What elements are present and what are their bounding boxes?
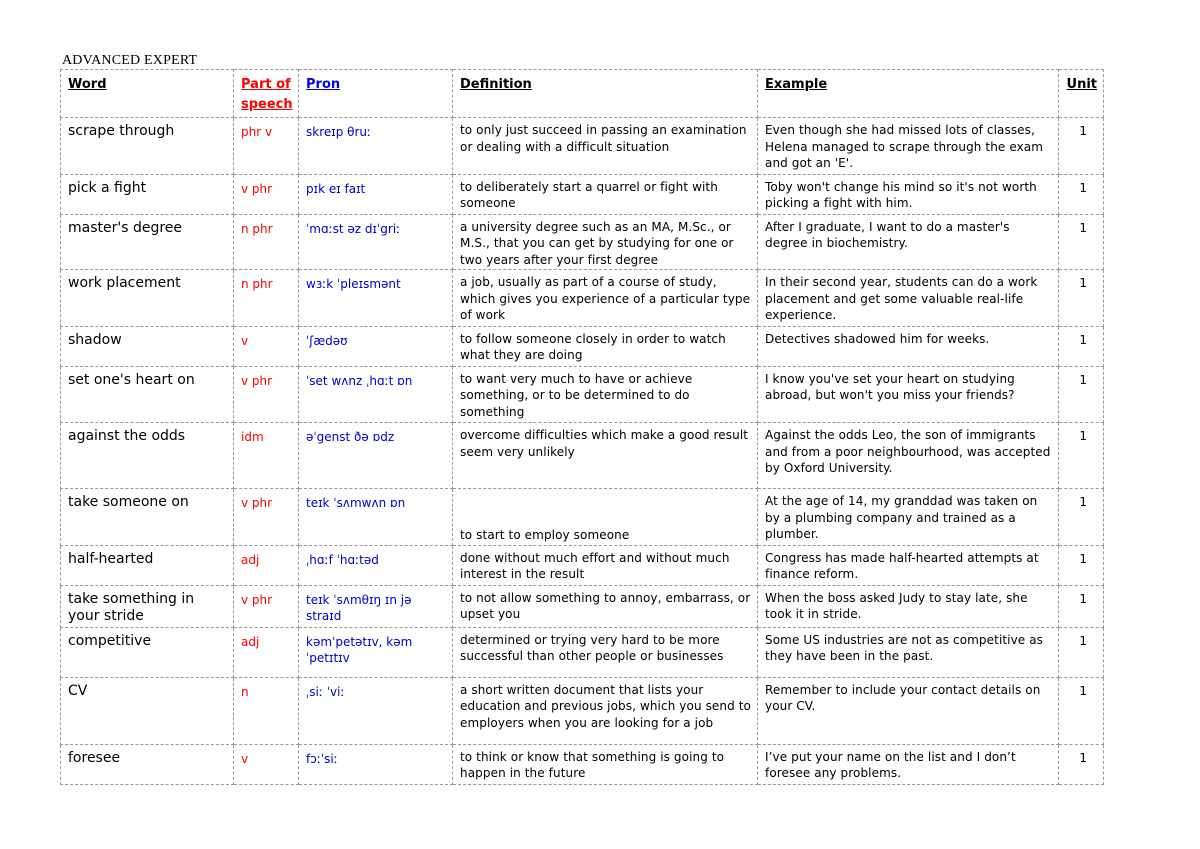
- cell-pron: ˈmɑːst əz dɪˈgriː: [299, 214, 453, 270]
- cell-example: I’ve put your name on the list and I don’t foresee any problems.: [758, 744, 1059, 784]
- cell-pron: wɜːk ˈpleɪsmənt: [299, 270, 453, 327]
- cell-definition: to want very much to have or achieve something, or to be determined to do something: [453, 366, 758, 423]
- cell-word: half-hearted: [61, 545, 234, 585]
- cell-pron: əˈgenst ðə ɒdz: [299, 423, 453, 489]
- table-header-row: [61, 70, 1104, 118]
- cell-word: take someone on: [61, 489, 234, 546]
- cell-unit: 1: [1059, 627, 1104, 677]
- cell-pos: adj: [234, 627, 299, 677]
- table-row: [61, 744, 1104, 784]
- table-row: [61, 270, 1104, 327]
- header-pos-line2: speech: [241, 97, 293, 112]
- cell-definition: to start to employ someone: [453, 489, 758, 546]
- cell-definition: a short written document that lists your education and previous jobs, which you send to employers when you are looking for a job: [453, 677, 758, 744]
- cell-definition: to deliberately start a quarrel or fight with someone: [453, 174, 758, 214]
- cell-example: When the boss asked Judy to stay late, she took it in stride.: [758, 585, 1059, 627]
- cell-pron: ˌhɑːf ˈhɑːtəd: [299, 545, 453, 585]
- cell-unit: 1: [1059, 489, 1104, 546]
- cell-unit: 1: [1059, 545, 1104, 585]
- cell-unit: 1: [1059, 118, 1104, 175]
- cell-unit: 1: [1059, 214, 1104, 270]
- cell-word: scrape through: [61, 118, 234, 175]
- cell-unit: 1: [1059, 585, 1104, 627]
- cell-example: Against the odds Leo, the son of immigrants and from a poor neighbourhood, was accepted by Oxford University.: [758, 423, 1059, 489]
- cell-pos: v: [234, 744, 299, 784]
- cell-pos: v phr: [234, 174, 299, 214]
- cell-unit: 1: [1059, 270, 1104, 327]
- cell-definition: overcome difficulties which make a good result seem very unlikely: [453, 423, 758, 489]
- table-row: [61, 423, 1104, 489]
- header-word: Word: [61, 70, 234, 118]
- cell-pos: v phr: [234, 489, 299, 546]
- cell-definition: to think or know that something is going to happen in the future: [453, 744, 758, 784]
- cell-pron: teɪk ˈsʌmwʌn ɒn: [299, 489, 453, 546]
- header-pron: Pron: [299, 70, 453, 118]
- header-example: Example: [758, 70, 1059, 118]
- cell-pos: v: [234, 326, 299, 366]
- cell-pos: phr v: [234, 118, 299, 175]
- cell-definition: determined or trying very hard to be more successful than other people or businesses: [453, 627, 758, 677]
- cell-pron: ˌsiː ˈviː: [299, 677, 453, 744]
- cell-unit: 1: [1059, 423, 1104, 489]
- table-row: [61, 677, 1104, 744]
- table-row: [61, 627, 1104, 677]
- table-row: [61, 489, 1104, 546]
- cell-unit: 1: [1059, 326, 1104, 366]
- cell-example: In their second year, students can do a work placement and get some valuable real-life experience.: [758, 270, 1059, 327]
- cell-word: set one's heart on: [61, 366, 234, 423]
- table-row: [61, 174, 1104, 214]
- cell-example: I know you've set your heart on studying abroad, but won't you miss your friends?: [758, 366, 1059, 423]
- cell-definition: a job, usually as part of a course of study, which gives you experience of a particular type of work: [453, 270, 758, 327]
- cell-unit: 1: [1059, 677, 1104, 744]
- cell-pron: skreɪp θruː: [299, 118, 453, 175]
- cell-example: Toby won't change his mind so it's not worth picking a fight with him.: [758, 174, 1059, 214]
- cell-unit: 1: [1059, 366, 1104, 423]
- cell-pron: pɪk eɪ faɪt: [299, 174, 453, 214]
- cell-word: master's degree: [61, 214, 234, 270]
- cell-word: take something in your stride: [61, 585, 234, 627]
- table-row: [61, 545, 1104, 585]
- cell-pron: kəmˈpetətɪv, kəmˈpetɪtɪv: [299, 627, 453, 677]
- cell-definition: to follow someone closely in order to watch what they are doing: [453, 326, 758, 366]
- cell-pos: adj: [234, 545, 299, 585]
- cell-definition: to not allow something to annoy, embarrass, or upset you: [453, 585, 758, 627]
- table-row: [61, 366, 1104, 423]
- cell-example: Some US industries are not as competitive as they have been in the past.: [758, 627, 1059, 677]
- cell-word: shadow: [61, 326, 234, 366]
- cell-unit: 1: [1059, 174, 1104, 214]
- cell-word: work placement: [61, 270, 234, 327]
- cell-pos: n phr: [234, 214, 299, 270]
- cell-definition: done without much effort and without much interest in the result: [453, 545, 758, 585]
- cell-example: Even though she had missed lots of classes, Helena managed to scrape through the exam and got an 'E'.: [758, 118, 1059, 175]
- cell-word: against the odds: [61, 423, 234, 489]
- cell-example: Detectives shadowed him for weeks.: [758, 326, 1059, 366]
- cell-example: Congress has made half-hearted attempts at finance reform.: [758, 545, 1059, 585]
- cell-word: competitive: [61, 627, 234, 677]
- cell-pron: ˈʃædəʊ: [299, 326, 453, 366]
- cell-word: CV: [61, 677, 234, 744]
- cell-pos: v phr: [234, 366, 299, 423]
- cell-pos: n phr: [234, 270, 299, 327]
- cell-example: After I graduate, I want to do a master's degree in biochemistry.: [758, 214, 1059, 270]
- cell-example: At the age of 14, my granddad was taken on by a plumbing company and trained as a plumber.: [758, 489, 1059, 546]
- cell-pron: teɪk ˈsʌmθɪŋ ɪn jə straɪd: [299, 585, 453, 627]
- cell-word: foresee: [61, 744, 234, 784]
- cell-word: pick a fight: [61, 174, 234, 214]
- header-pos-line1: Part of: [241, 77, 291, 92]
- table-row: [61, 118, 1104, 175]
- header-part-of-speech: [234, 70, 299, 118]
- header-definition: Definition: [453, 70, 758, 118]
- vocabulary-table: [60, 69, 1104, 785]
- document-title: ADVANCED EXPERT: [62, 53, 198, 68]
- cell-example: Remember to include your contact details on your CV.: [758, 677, 1059, 744]
- cell-definition: to only just succeed in passing an examination or dealing with a difficult situation: [453, 118, 758, 175]
- cell-pos: v phr: [234, 585, 299, 627]
- table-row: [61, 214, 1104, 270]
- cell-definition: a university degree such as an MA, M.Sc., or M.S., that you can get by studying for one or two years after your first degree: [453, 214, 758, 270]
- table-row: [61, 326, 1104, 366]
- cell-pron: fɔːˈsiː: [299, 744, 453, 784]
- cell-unit: 1: [1059, 744, 1104, 784]
- cell-pron: ˈset wʌnz ˌhɑːt ɒn: [299, 366, 453, 423]
- cell-pos: idm: [234, 423, 299, 489]
- cell-pos: n: [234, 677, 299, 744]
- header-unit: Unit: [1059, 70, 1104, 118]
- table-row: [61, 585, 1104, 627]
